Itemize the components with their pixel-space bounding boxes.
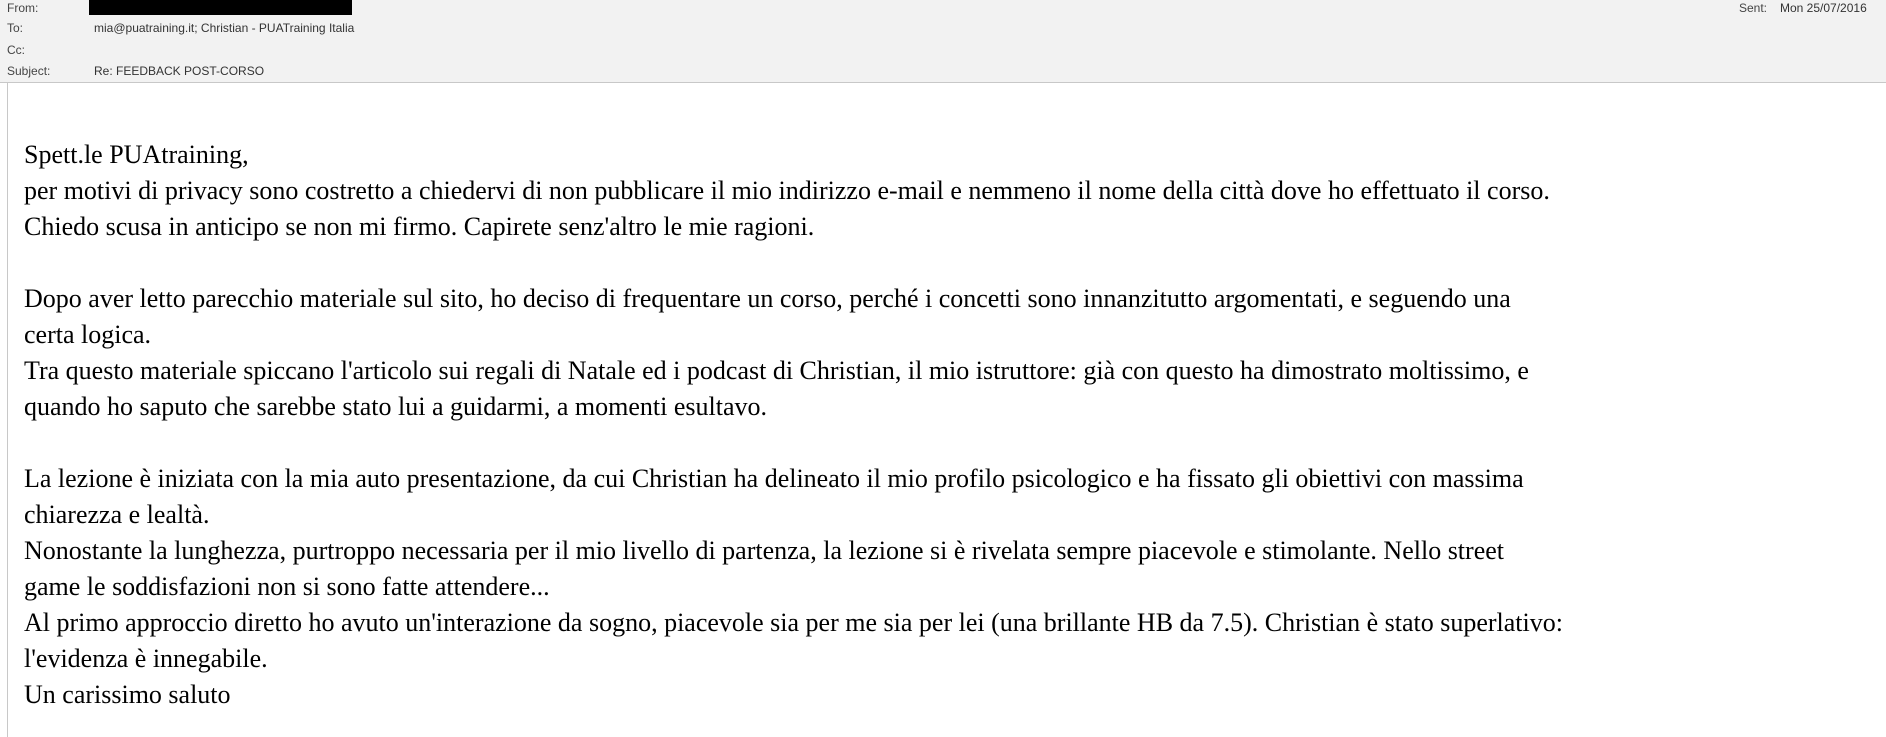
- message-body[interactable]: [24, 137, 1884, 713]
- subject-value: Re: FEEDBACK POST-CORSO: [94, 64, 265, 78]
- body-line: Spett.le PUAtraining,: [24, 140, 249, 169]
- cc-label: Cc:: [7, 43, 25, 57]
- body-left-border: [7, 83, 8, 737]
- to-row: [0, 21, 1886, 41]
- body-line: [24, 425, 1884, 461]
- body-line: chiarezza e lealtà.: [24, 500, 210, 529]
- body-line: Chiedo scusa in anticipo se non mi firmo. Capirete senz'altro le mie ragioni.: [24, 212, 815, 241]
- body-line: per motivi di privacy sono costretto a chiedervi di non pubblicare il mio indirizzo e-mail e nemmeno il nome della città dove ho effettuato il corso.: [24, 176, 1550, 205]
- body-line: quando ho saputo che sarebbe stato lui a guidarmi, a momenti esultavo.: [24, 392, 767, 421]
- to-recipients[interactable]: mia@puatraining.it; Christian - PUATraining Italia: [94, 21, 355, 35]
- body-line: [24, 245, 1884, 281]
- body-line: Tra questo materiale spiccano l'articolo sui regali di Natale ed i podcast di Christian, il mio istruttore: già con questo ha dimostrato moltissimo, e: [24, 356, 1529, 385]
- cc-row: [0, 43, 1886, 63]
- redacted-sender: [89, 0, 352, 15]
- body-line: Nonostante la lunghezza, purtroppo necessaria per il mio livello di partenza, la lezione si è rivelata sempre piacevole e stimolante. Nello street: [24, 536, 1504, 565]
- to-label: To:: [7, 21, 24, 35]
- body-line: Un carissimo saluto: [24, 680, 231, 709]
- message-header: [0, 0, 1886, 83]
- subject-row: [0, 64, 1886, 84]
- subject-label: Subject:: [7, 64, 51, 78]
- body-line: Dopo aver letto parecchio materiale sul sito, ho deciso di frequentare un corso, perché i concetti sono innanzitutto argomentati, e seguendo una: [24, 284, 1511, 313]
- body-line: game le soddisfazioni non si sono fatte attendere...: [24, 572, 550, 601]
- from-label: From:: [7, 1, 39, 15]
- sent-value: Mon 25/07/2016: [1780, 1, 1867, 15]
- body-line: certa logica.: [24, 320, 152, 349]
- body-line: Al primo approccio diretto ho avuto un'interazione da sogno, piacevole sia per me sia per lei (una brillante HB da 7.5). Christian è stato superlativo:: [24, 608, 1563, 637]
- body-line: La lezione è iniziata con la mia auto presentazione, da cui Christian ha delineato il mio profilo psicologico e ha fissato gli obiettivi con massima: [24, 464, 1524, 493]
- sent-label: Sent:: [1739, 1, 1768, 15]
- body-line: l'evidenza è innegabile.: [24, 644, 268, 673]
- from-row: [0, 1, 1886, 21]
